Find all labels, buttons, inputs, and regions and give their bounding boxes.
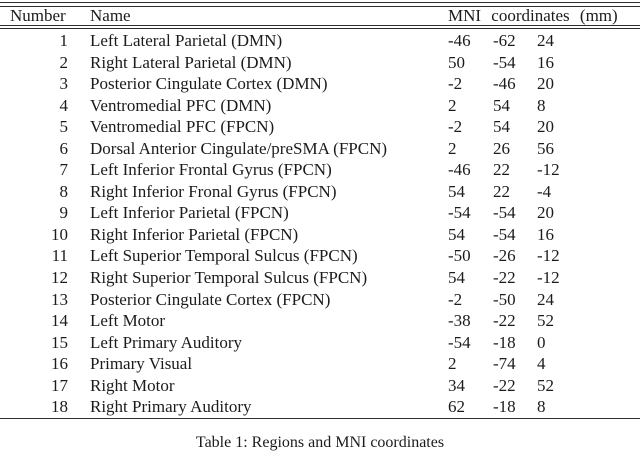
cell-coordinate-x: -46 <box>448 160 471 180</box>
cell-coordinate-x: -46 <box>448 31 471 50</box>
table-header-row <box>0 7 640 25</box>
cell-region-name: Right Primary Auditory <box>90 397 252 417</box>
cell-number: 12 <box>51 268 68 288</box>
cell-coordinate-y: 26 <box>493 138 510 158</box>
cell-region-name: Dorsal Anterior Cingulate/preSMA (FPCN) <box>90 138 388 158</box>
cell-number: 14 <box>51 311 68 331</box>
header-rule-inner <box>0 28 640 29</box>
cell-coordinate-y: -50 <box>493 289 516 309</box>
table-row <box>0 396 640 418</box>
column-header-number: Number <box>10 6 66 25</box>
cell-coordinate-z: 52 <box>537 311 554 331</box>
cell-region-name: Ventromedial PFC (DMN) <box>90 95 272 115</box>
cell-coordinate-y: 22 <box>493 160 510 180</box>
cell-coordinate-z: 20 <box>537 74 554 94</box>
cell-coordinate-x: -2 <box>448 289 463 309</box>
cell-region-name: Left Lateral Parietal (DMN) <box>90 31 283 50</box>
cell-coordinate-y: -62 <box>493 31 516 50</box>
cell-number: 5 <box>59 117 68 137</box>
cell-coordinate-x: 2 <box>448 95 457 115</box>
cell-region-name: Left Primary Auditory <box>90 332 243 352</box>
cell-coordinate-x: -50 <box>448 246 471 266</box>
cell-coordinate-x: 62 <box>448 397 465 417</box>
table-rows <box>0 30 640 418</box>
cell-region-name: Posterior Cingulate Cortex (DMN) <box>90 74 328 94</box>
cell-coordinate-x: -2 <box>448 117 463 137</box>
cell-number: 13 <box>51 289 68 309</box>
cell-coordinate-z: -12 <box>537 160 560 180</box>
cell-coordinate-x: -54 <box>448 332 471 352</box>
cell-number: 3 <box>59 74 68 94</box>
cell-number: 2 <box>59 52 68 72</box>
cell-number: 4 <box>59 95 68 115</box>
cell-coordinate-z: -12 <box>537 268 560 288</box>
cell-number: 8 <box>59 181 68 201</box>
cell-coordinate-y: -18 <box>493 332 516 352</box>
cell-coordinate-z: 24 <box>537 289 554 309</box>
table-row <box>0 159 640 181</box>
cell-region-name: Ventromedial PFC (FPCN) <box>90 117 275 137</box>
cell-coordinate-x: 54 <box>448 268 465 288</box>
cell-number: 7 <box>59 160 68 180</box>
table-row <box>0 116 640 138</box>
table-row <box>0 202 640 224</box>
cell-number: 15 <box>51 332 68 352</box>
cell-region-name: Posterior Cingulate Cortex (FPCN) <box>90 289 331 309</box>
cell-coordinate-z: 24 <box>537 31 554 50</box>
cell-coordinate-y: 54 <box>493 95 510 115</box>
cell-coordinate-y: -46 <box>493 74 516 94</box>
cell-region-name: Left Superior Temporal Sulcus (FPCN) <box>90 246 358 266</box>
cell-coordinate-x: 54 <box>448 224 465 244</box>
cell-coordinate-y: 54 <box>493 117 510 137</box>
cell-number: 1 <box>59 31 68 50</box>
cell-coordinate-x: -2 <box>448 74 463 94</box>
cell-coordinate-z: 4 <box>537 354 546 374</box>
table-row <box>0 332 640 354</box>
column-header-mni-coordinates: MNI coordinates (mm) <box>448 6 618 25</box>
cell-coordinate-y: -54 <box>493 52 516 72</box>
table-row <box>0 30 640 52</box>
cell-coordinate-z: 0 <box>537 332 546 352</box>
cell-number: 16 <box>51 354 68 374</box>
cell-region-name: Right Inferior Fronal Gyrus (FPCN) <box>90 181 337 201</box>
cell-coordinate-x: -54 <box>448 203 471 223</box>
cell-number: 11 <box>51 246 68 266</box>
cell-number: 17 <box>51 375 68 395</box>
table-row <box>0 52 640 74</box>
table-row <box>0 245 640 267</box>
cell-coordinate-z: 8 <box>537 397 546 417</box>
cell-number: 18 <box>51 397 68 417</box>
cell-coordinate-x: 2 <box>448 354 457 374</box>
cell-coordinate-y: -54 <box>493 203 516 223</box>
cell-coordinate-x: -38 <box>448 311 471 331</box>
cell-region-name: Left Motor <box>90 311 166 331</box>
cell-region-name: Left Inferior Frontal Gyrus (FPCN) <box>90 160 332 180</box>
cell-coordinate-x: 50 <box>448 52 465 72</box>
cell-coordinate-z: 20 <box>537 117 554 137</box>
cell-coordinate-z: -12 <box>537 246 560 266</box>
cell-region-name: Right Superior Temporal Sulcus (FPCN) <box>90 268 368 288</box>
cell-region-name: Right Lateral Parietal (DMN) <box>90 52 292 72</box>
cell-coordinate-x: 34 <box>448 375 465 395</box>
cell-coordinate-z: 56 <box>537 138 554 158</box>
cell-region-name: Right Inferior Parietal (FPCN) <box>90 224 299 244</box>
table-row <box>0 267 640 289</box>
cell-region-name: Primary Visual <box>90 354 193 374</box>
cell-coordinate-x: 54 <box>448 181 465 201</box>
header-rule-outer <box>0 25 640 26</box>
table-row <box>0 224 640 246</box>
bottom-rule <box>0 418 640 419</box>
table-row <box>0 95 640 117</box>
cell-coordinate-y: -22 <box>493 311 516 331</box>
cell-coordinate-z: 16 <box>537 224 554 244</box>
table-row <box>0 375 640 397</box>
cell-coordinate-y: -54 <box>493 224 516 244</box>
cell-coordinate-z: -4 <box>537 181 552 201</box>
cell-coordinate-z: 20 <box>537 203 554 223</box>
cell-coordinate-y: -22 <box>493 268 516 288</box>
cell-number: 10 <box>51 224 68 244</box>
cell-coordinate-z: 52 <box>537 375 554 395</box>
table-row <box>0 310 640 332</box>
cell-region-name: Left Inferior Parietal (FPCN) <box>90 203 289 223</box>
column-header-name: Name <box>90 6 131 25</box>
cell-coordinate-y: -74 <box>493 354 516 374</box>
cell-coordinate-y: -22 <box>493 375 516 395</box>
table-caption: Table 1: Regions and MNI coordinates <box>195 433 445 451</box>
cell-coordinate-y: -18 <box>493 397 516 417</box>
cell-coordinate-z: 16 <box>537 52 554 72</box>
cell-coordinate-x: 2 <box>448 138 457 158</box>
cell-region-name: Right Motor <box>90 375 175 395</box>
cell-coordinate-z: 8 <box>537 95 546 115</box>
table-row <box>0 181 640 203</box>
cell-coordinate-y: -26 <box>493 246 516 266</box>
cell-coordinate-y: 22 <box>493 181 510 201</box>
table-row <box>0 138 640 160</box>
cell-number: 9 <box>59 203 68 223</box>
top-rule-outer <box>0 2 640 3</box>
cell-number: 6 <box>59 138 68 158</box>
table-row <box>0 353 640 375</box>
table-row <box>0 73 640 95</box>
table-row <box>0 289 640 311</box>
